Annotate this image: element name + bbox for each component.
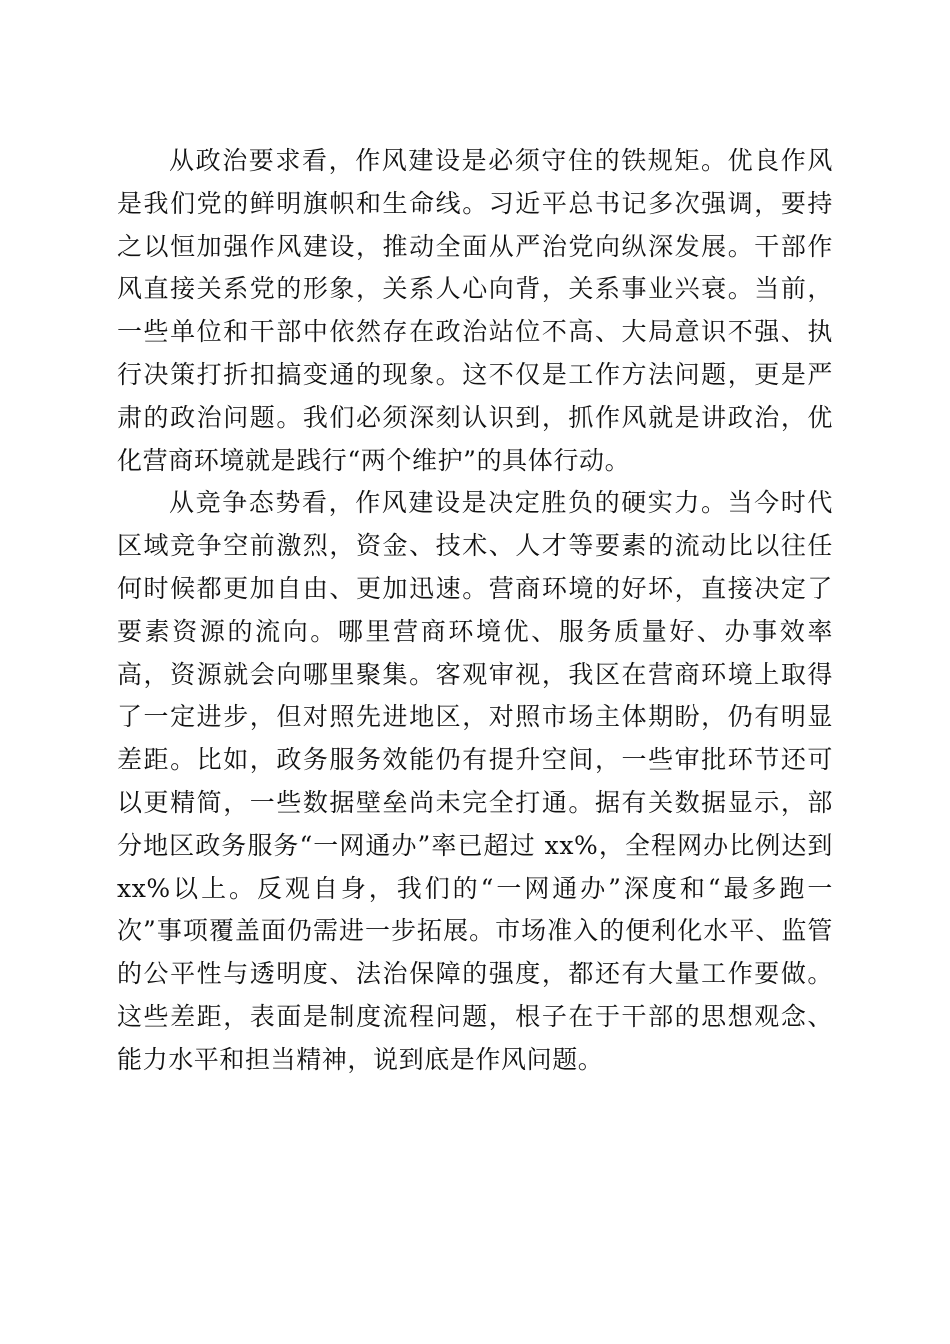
document-body bbox=[117, 140, 833, 1082]
paragraph-political-requirements: 从政治要求看，作风建设是必须守住的铁规矩。优良作风是我们党的鲜明旗帜和生命线。习近平总书记多次强调，要持之以恒加强作风建设，推动全面从严治党向纵深发展。干部作风直接关系党的形象，关系人心向背，关系事业兴衰。当前，一些单位和干部中依然存在政治站位不高、大局意识不强、执行决策打折扣搞变通的现象。这不仅是工作方法问题，更是严肃的政治问题。我们必须深刻认识到，抓作风就是讲政治，优化营商环境就是践行“两个维护”的具体行动。 bbox=[117, 146, 833, 475]
paragraph-competitive-situation: 从竞争态势看，作风建设是决定胜负的硬实力。当今时代区域竞争空前激烈，资金、技术、人才等要素的流动比以往任何时候都更加自由、更加迅速。营商环境的好坏，直接决定了要素资源的流向。哪里营商环境优、服务质量好、办事效率高，资源就会向哪里聚集。客观审视，我区在营商环境上取得了一定进步，但对照先进地区，对照市场主体期盼，仍有明显差距。比如，政务服务效能仍有提升空间，一些审批环节还可以更精简，一些数据壁垒尚未完全打通。据有关数据显示，部分地区政务服务“一网通办”率已超过 xx%，全程网办比例达到 xx%以上。反观自身，我们的“一网通办”深度和“最多跑一次”事项覆盖面仍需进一步拓展。市场准入的便利化水平、监管的公平性与透明度、法治保障的强度，都还有大量工作要做。这些差距，表面是制度流程问题，根子在于干部的思想观念、能力水平和担当精神，说到底是作风问题。 bbox=[117, 488, 833, 1074]
